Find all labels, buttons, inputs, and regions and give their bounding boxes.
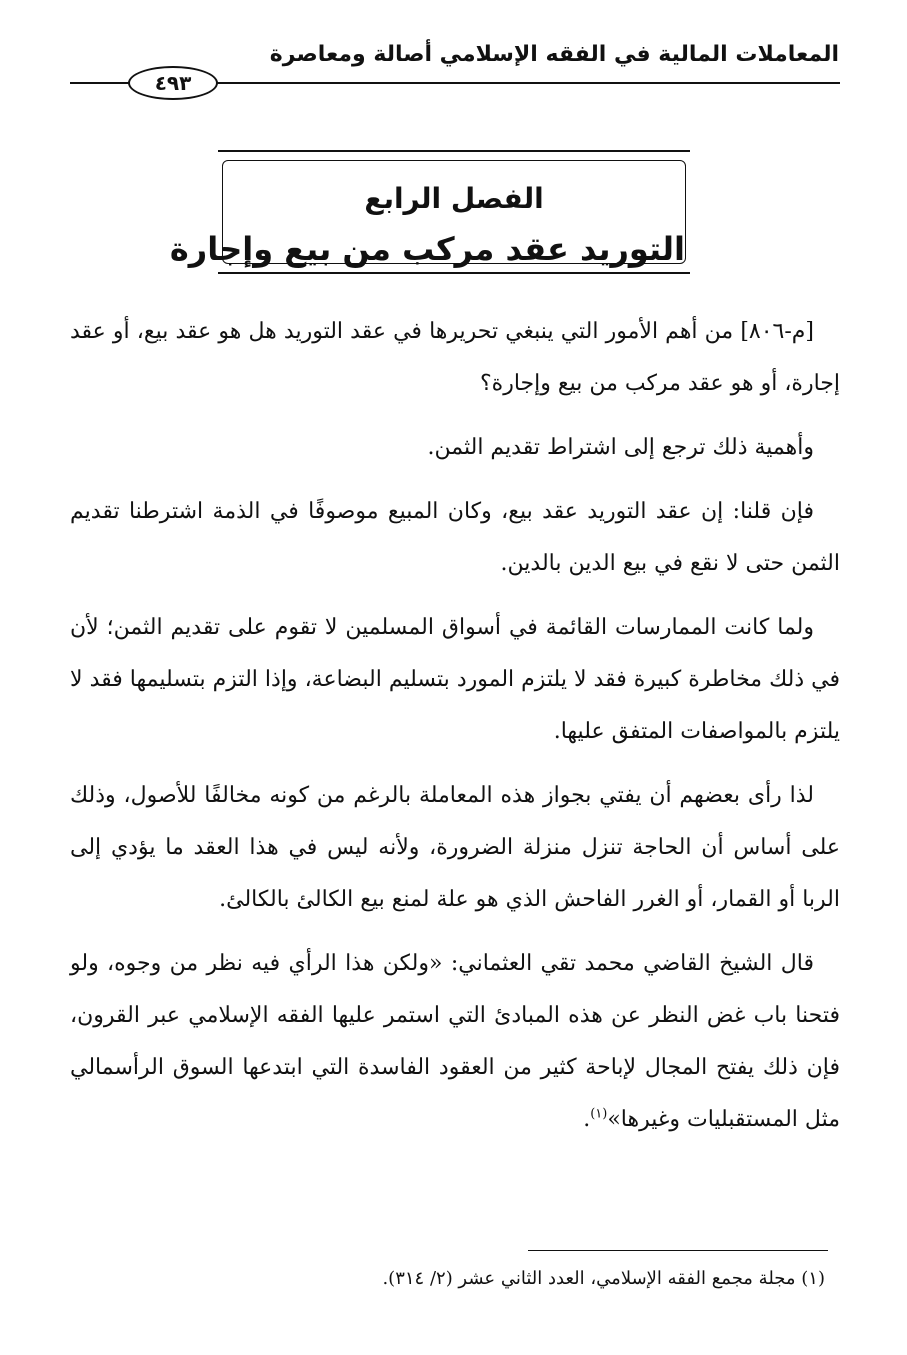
body-text xyxy=(70,306,840,1158)
page-number: ٤٩٣ xyxy=(128,66,218,100)
chapter-title-frame xyxy=(169,160,686,268)
paragraph-4: ولما كانت الممارسات القائمة في أسواق المسلمين لا تقوم على تقديم الثمن؛ لأن في ذلك مخاطرة كبيرة فقد لا يلتزم المورد بتسليم البضاعة، وإذا التزم بتسليمها فقد لا يلتزم بالمواصفات المتفق عليها. xyxy=(70,615,840,744)
chapter-subtitle: التوريد عقد مركب من بيع وإجارة xyxy=(169,230,685,268)
paragraph-5: لذا رأى بعضهم أن يفتي بجواز هذه المعاملة بالرغم من كونه مخالفًا للأصول، وذلك على أساس أن الحاجة تنزل منزلة الضرورة، ولأنه ليس في هذا العقد ما يؤدي إلى الربا أو القمار، أو الغرر الفاحش الذي هو علة لمنع بيع الكالئ بالكالئ. xyxy=(70,783,840,912)
quote-end-punctuation: . xyxy=(583,1107,591,1132)
paragraph-2: وأهمية ذلك ترجع إلى اشتراط تقديم الثمن. xyxy=(427,435,814,460)
paragraph-quote xyxy=(70,938,840,1146)
chapter-title: الفصل الرابع xyxy=(364,182,544,215)
paragraph-3: فإن قلنا: إن عقد التوريد عقد بيع، وكان المبيع موصوفًا في الذمة اشترطنا تقديم الثمن حتى لا نقع في بيع الدين بالدين. xyxy=(70,499,840,576)
quote-text: قال الشيخ القاضي محمد تقي العثماني: «ولكن هذا الرأي فيه نظر من وجوه، ولو فتحنا باب غض النظر عن هذه المبادئ التي استمر عليها الفقه الإسلامي عبر القرون، فإن ذلك يفتح المجال لإباحة كثير من العقود الفاسدة التي ابتدعها السوق الرأسمالي مثل المستقبليات وغيرها» xyxy=(70,951,840,1132)
running-header-title: المعاملات المالية في الفقه الإسلامي أصالة ومعاصرة xyxy=(269,42,839,67)
footnote-reference[interactable]: (١) xyxy=(590,1106,608,1122)
paragraph-1: [م-٨٠٦] من أهم الأمور التي ينبغي تحريرها في عقد التوريد هل هو عقد بيع، أو عقد إجارة، أو هو عقد مركب من بيع وإجارة؟ xyxy=(70,319,840,396)
chapter-title-box xyxy=(169,150,690,274)
footnote: (١) مجلة مجمع الفقه الإسلامي، العدد الثاني عشر (٢/ ٣١٤). xyxy=(382,1268,825,1289)
footnote-rule xyxy=(528,1250,828,1251)
